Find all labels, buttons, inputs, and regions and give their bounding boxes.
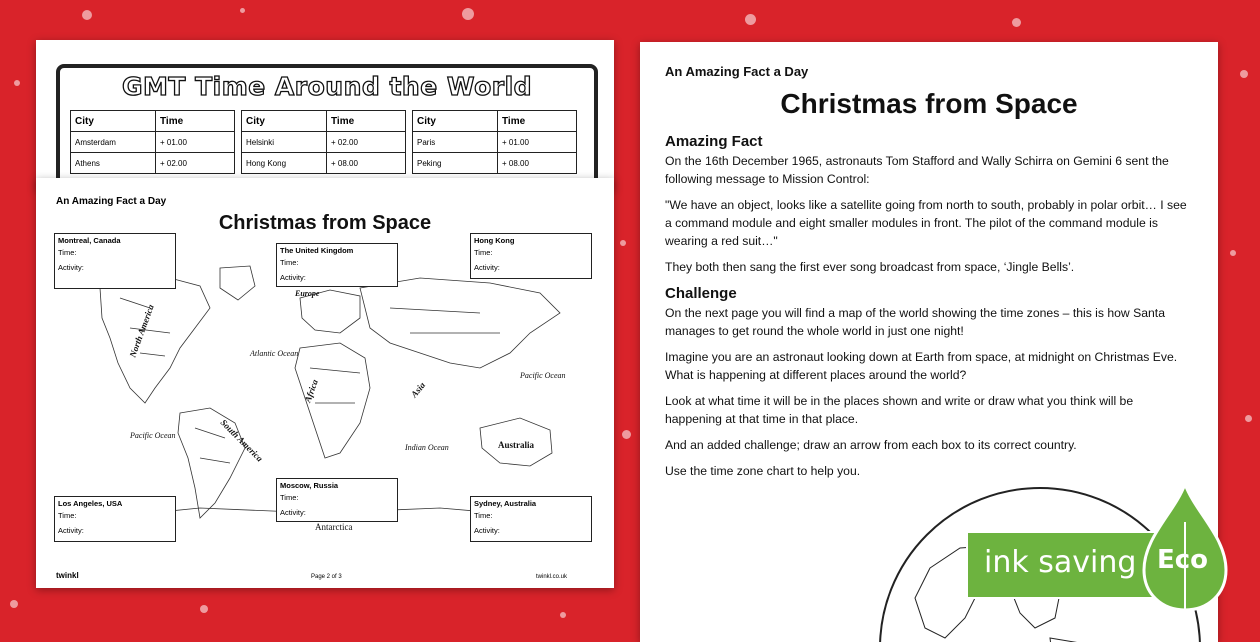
- table-row: [242, 132, 406, 153]
- box-hong-kong: [470, 233, 592, 279]
- eco-label: Eco: [1157, 545, 1209, 575]
- table-cell: + 02.00: [156, 153, 235, 174]
- table-cell: Paris: [413, 132, 498, 153]
- box-los-angeles: [54, 496, 176, 542]
- fact-paragraph-2: "We have an object, looks like a satellite going from north to south, probably in polar orbit… I see a command module and eight smaller modules in front. The pilot of the command module is wearing a red suit…": [665, 198, 1187, 248]
- table-header: Time: [327, 111, 406, 132]
- activity-label: Activity:: [474, 526, 500, 535]
- section-heading-challenge: Challenge: [665, 285, 737, 302]
- label-north-america: North America: [127, 303, 156, 359]
- challenge-paragraph-3: Look at what time it will be in the places shown and write or draw what you think will be happening at that time in that place.: [665, 394, 1134, 426]
- fact-paragraph-1: On the 16th December 1965, astronauts Tom Stafford and Wally Schirra on Gemini 6 sent the following message to Mission Control:: [665, 154, 1169, 186]
- time-label: Time:: [474, 511, 493, 520]
- table-header: Time: [498, 111, 577, 132]
- right-body: [665, 132, 1193, 488]
- activity-label: Activity:: [58, 263, 84, 272]
- table-cell: + 01.00: [156, 132, 235, 153]
- activity-label: Activity:: [58, 526, 84, 535]
- box-title: Hong Kong: [474, 236, 515, 245]
- activity-label: Activity:: [280, 273, 306, 282]
- box-sydney: [470, 496, 592, 542]
- label-africa: Africa: [302, 378, 320, 404]
- table-header: City: [71, 111, 156, 132]
- gmt-title: GMT Time Around the World: [121, 72, 533, 101]
- box-title: Moscow, Russia: [280, 481, 339, 490]
- challenge-paragraph-5: Use the time zone chart to help you.: [665, 464, 861, 478]
- back-worksheet: [36, 40, 614, 190]
- ink-saving-banner: [966, 531, 1166, 599]
- activity-label: Activity:: [280, 508, 306, 517]
- label-pacific-right: Pacific Ocean: [520, 371, 566, 380]
- time-label: Time:: [58, 248, 77, 257]
- table-cell: Hong Kong: [242, 153, 327, 174]
- gmt-table-1: [70, 110, 235, 174]
- table-cell: + 01.00: [498, 132, 577, 153]
- box-united-kingdom: [276, 243, 398, 287]
- challenge-paragraph-4: And an added challenge; draw an arrow from each box to its correct country.: [665, 438, 1077, 452]
- box-title: Los Angeles, USA: [58, 499, 123, 508]
- gmt-tables: [70, 110, 577, 174]
- table-cell: Amsterdam: [71, 132, 156, 153]
- table-cell: + 02.00: [327, 132, 406, 153]
- label-pacific-left: Pacific Ocean: [130, 431, 176, 440]
- challenge-paragraph-2: Imagine you are an astronaut looking down at Earth from space, at midnight on Christmas Eve. What is happening at different places around the world?: [665, 350, 1178, 382]
- label-asia: Asia: [408, 380, 428, 400]
- box-title: Montreal, Canada: [58, 236, 121, 245]
- time-label: Time:: [280, 493, 299, 502]
- footer-url: twinkl.co.uk: [536, 574, 568, 580]
- box-moscow: [276, 478, 398, 522]
- label-australia: Australia: [498, 440, 534, 450]
- table-cell: + 08.00: [327, 153, 406, 174]
- label-indian: Indian Ocean: [405, 443, 449, 452]
- table-row: [413, 132, 577, 153]
- table-header: Time: [156, 111, 235, 132]
- label-south-america: South America: [218, 417, 265, 464]
- section-heading-fact: Amazing Fact: [665, 133, 763, 150]
- right-title: Christmas from Space: [780, 88, 1078, 119]
- label-atlantic: Atlantic Ocean: [250, 349, 299, 358]
- table-row: [71, 132, 235, 153]
- time-label: Time:: [58, 511, 77, 520]
- front-title: Christmas from Space: [218, 212, 432, 234]
- table-row: [242, 153, 406, 174]
- activity-label: Activity:: [474, 263, 500, 272]
- label-europe: Europe: [295, 289, 320, 298]
- time-label: Time:: [280, 258, 299, 267]
- time-label: Time:: [474, 248, 493, 257]
- front-header: An Amazing Fact a Day: [56, 196, 167, 207]
- table-cell: Peking: [413, 153, 498, 174]
- challenge-paragraph-1: On the next page you will find a map of the world showing the time zones – this is how Santa manages to get round the whole world in just one night!: [665, 306, 1165, 338]
- front-worksheet: [36, 178, 614, 588]
- table-header: City: [413, 111, 498, 132]
- table-header: City: [242, 111, 327, 132]
- gmt-table-3: [412, 110, 577, 174]
- twinkl-logo: twinkl: [56, 571, 79, 580]
- table-cell: Athens: [71, 153, 156, 174]
- table-row: [71, 153, 235, 174]
- gmt-table-2: [241, 110, 406, 174]
- right-header: An Amazing Fact a Day: [665, 64, 809, 79]
- label-antarctica: Antarctica: [315, 522, 353, 532]
- box-montreal: [54, 233, 176, 289]
- table-cell: Helsinki: [242, 132, 327, 153]
- ink-saving-text: ink saving: [984, 545, 1137, 580]
- table-cell: + 08.00: [498, 153, 577, 174]
- box-title: Sydney, Australia: [474, 499, 537, 508]
- fact-paragraph-3: They both then sang the first ever song broadcast from space, ‘Jingle Bells’.: [665, 260, 1075, 274]
- table-row: [413, 153, 577, 174]
- gmt-time-panel: [56, 64, 598, 190]
- box-title: The United Kingdom: [280, 246, 354, 255]
- page-number: Page 2 of 3: [311, 574, 342, 580]
